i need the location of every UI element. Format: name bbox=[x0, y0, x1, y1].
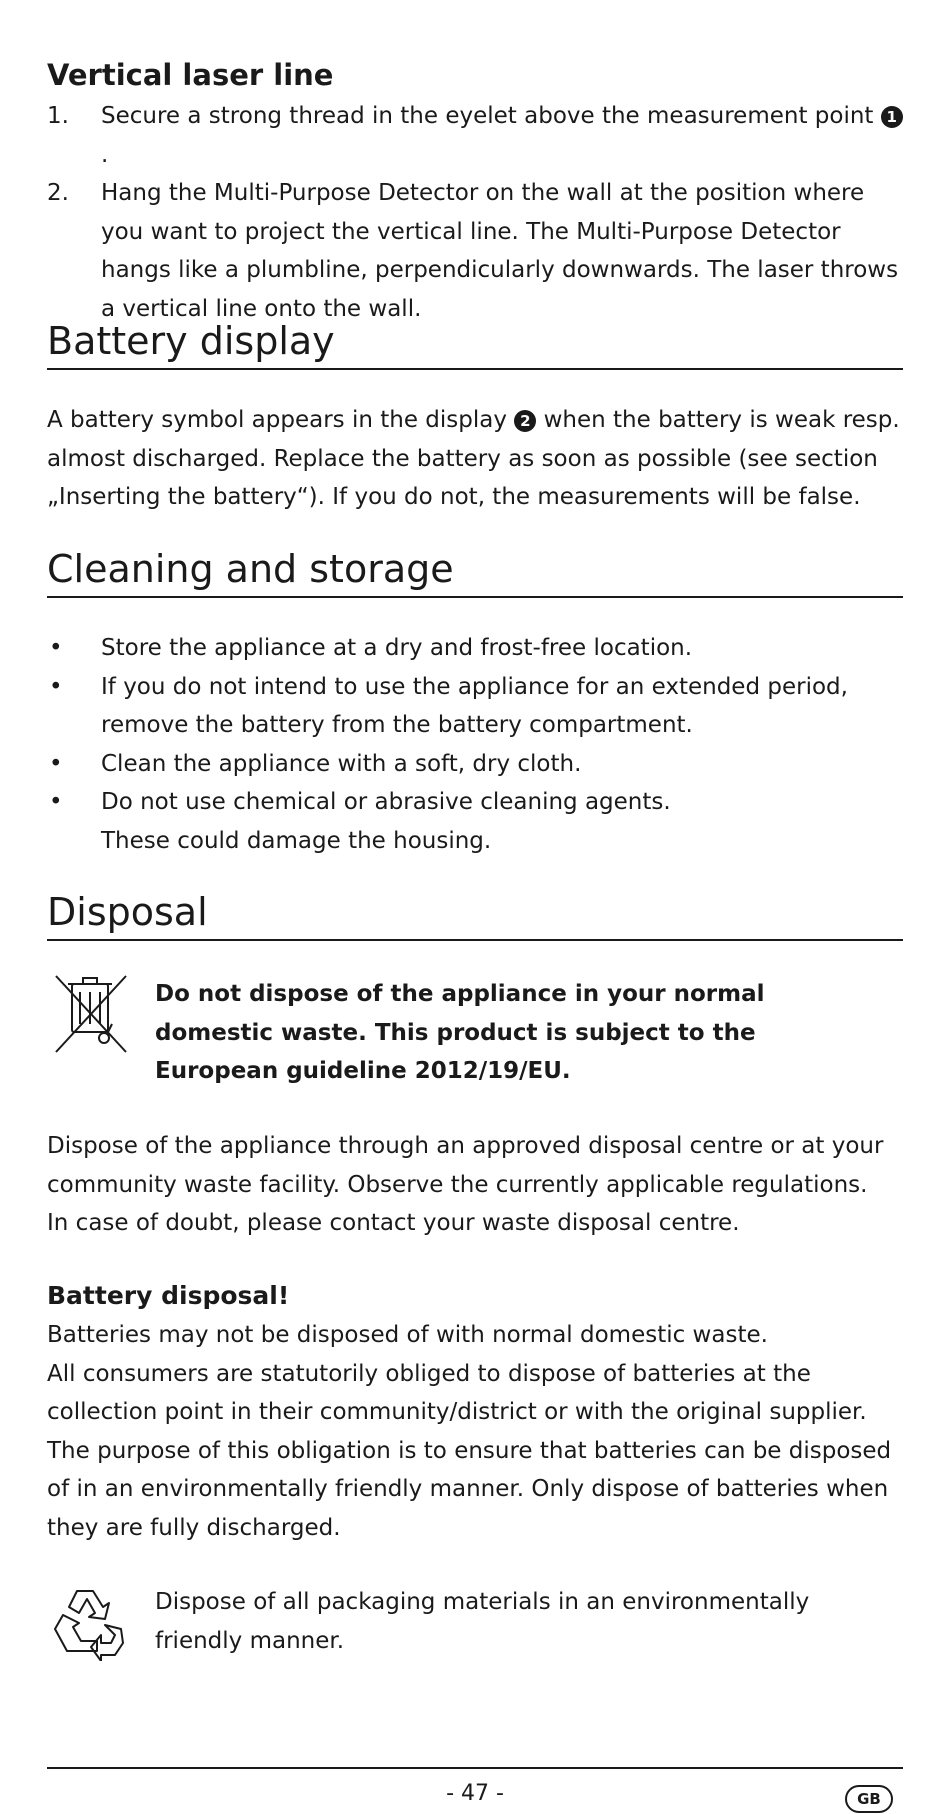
crossed-out-wheelie-bin-icon bbox=[50, 972, 130, 1060]
step-tail: . bbox=[101, 141, 109, 168]
bullet-icon: • bbox=[49, 673, 63, 700]
disposal-line: Dispose of the appliance through an approved disposal centre or at your community waste facility. Observe the currently applicable regulations. bbox=[47, 1133, 884, 1198]
battery-disposal-heading: Battery disposal! bbox=[47, 1281, 290, 1310]
battery-display-text bbox=[47, 401, 903, 517]
recycling-icon bbox=[49, 1585, 129, 1665]
cleaning-bullets bbox=[47, 629, 903, 860]
language-badge: GB bbox=[845, 1785, 893, 1813]
bullet-continuation: These could damage the housing. bbox=[101, 827, 492, 854]
cleaning-heading: Cleaning and storage bbox=[47, 546, 903, 598]
battery-display-heading: Battery display bbox=[47, 318, 903, 370]
footer-divider bbox=[47, 1767, 903, 1769]
step-text: Hang the Multi-Purpose Detector on the wall at the position where you want to project the vertical line. The Multi-Purpose Detector hangs like a plumbline, perpendicularly downwards. The laser throws a vertical line onto the wall. bbox=[101, 180, 899, 322]
battery-disposal-line: Batteries may not be disposed of with normal domestic waste. bbox=[47, 1322, 768, 1348]
bullet-icon: • bbox=[49, 635, 63, 661]
list-item bbox=[47, 783, 903, 822]
battery-disposal-text bbox=[47, 1316, 903, 1547]
bullet-text: Store the appliance at a dry and frost-free location. bbox=[101, 635, 693, 661]
step-text: Secure a strong thread in the eyelet above the measurement point bbox=[101, 103, 881, 129]
disposal-paragraph bbox=[47, 1127, 903, 1243]
battery-disposal-line: The purpose of this obligation is to ensure that batteries can be disposed of in an environmentally friendly manner. Only dispose of batteries when they are fully discharged. bbox=[47, 1437, 892, 1541]
bullet-text: Do not use chemical or abrasive cleaning agents. bbox=[101, 789, 671, 815]
battery-text-before: A battery symbol appears in the display bbox=[47, 407, 515, 433]
bullet-icon: • bbox=[49, 789, 63, 815]
list-item bbox=[47, 745, 903, 784]
bullet-text: If you do not intend to use the appliance for an extended period, remove the battery from the battery compartment. bbox=[101, 673, 848, 738]
list-item bbox=[47, 668, 903, 745]
page-number: - 47 - bbox=[446, 1781, 504, 1806]
vertical-laser-heading: Vertical laser line bbox=[47, 58, 334, 92]
battery-disposal-line: All consumers are statutorily obliged to dispose of batteries at the collection point in their community/district or with the original supplier. bbox=[47, 1360, 867, 1425]
list-item bbox=[47, 174, 903, 328]
step-number: 1. bbox=[47, 103, 69, 129]
list-item bbox=[47, 629, 903, 668]
vertical-laser-steps bbox=[47, 97, 903, 328]
marker-2-icon: 2 bbox=[514, 410, 536, 432]
disposal-warning: Do not dispose of the appliance in your normal domestic waste. This product is subject to the European guideline 2012/19/EU. bbox=[155, 981, 765, 1084]
bullet-icon: • bbox=[49, 750, 63, 777]
step-number: 2. bbox=[47, 180, 69, 206]
packaging-text: Dispose of all packaging materials in an environmentally friendly manner. bbox=[155, 1589, 810, 1654]
list-item bbox=[47, 97, 903, 174]
battery-text-after: when the battery is weak resp. almost discharged. Replace the battery as soon as possible (see section „Inserting the battery“). If you do not, the measurements will be false. bbox=[47, 407, 900, 510]
disposal-heading: Disposal bbox=[47, 889, 903, 941]
disposal-line: In case of doubt, please contact your waste disposal centre. bbox=[47, 1210, 740, 1236]
marker-1-icon: 1 bbox=[881, 106, 903, 128]
bullet-text: Clean the appliance with a soft, dry cloth. bbox=[101, 750, 582, 777]
